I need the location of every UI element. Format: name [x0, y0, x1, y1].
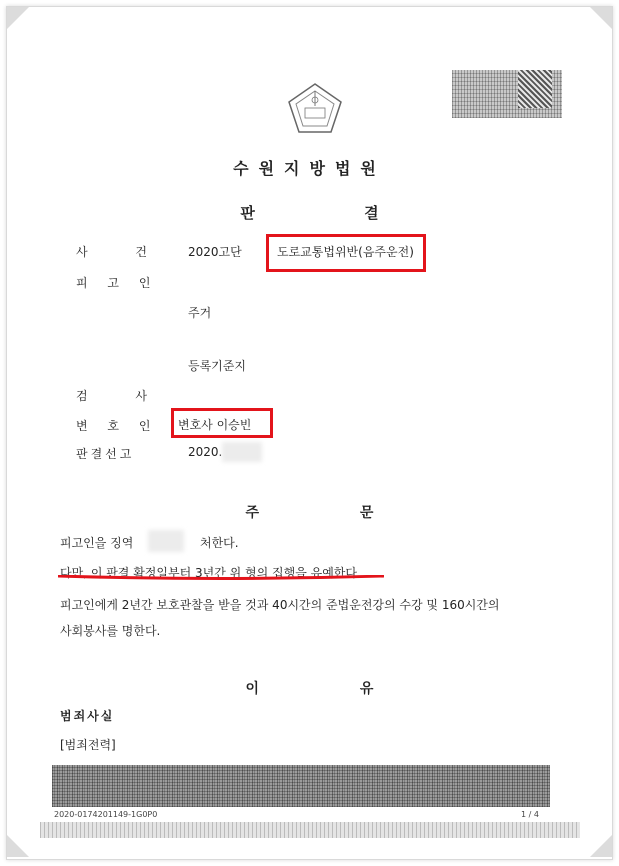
redaction-blur [222, 442, 262, 462]
page-corner-fold [590, 7, 612, 29]
document-code: 2020-0174201149-1G0P0 [54, 810, 158, 819]
highlight-box-case [266, 234, 426, 272]
reasons-heading: 이 유 [245, 681, 422, 697]
sentence-date-value: 2020. [188, 445, 223, 459]
case-name: 도로교통법위반(음주운전) [277, 245, 414, 259]
ruling-line1-end: 처한다. [200, 536, 239, 550]
qr-code-icon [518, 70, 552, 108]
ruling-heading: 주 문 [245, 505, 422, 521]
page-corner-fold [590, 835, 612, 857]
case-label: 사 건 [76, 245, 169, 259]
redacted-scan-area [52, 765, 550, 807]
defendant-label: 피 고 인 [76, 276, 159, 290]
redaction-blur [148, 530, 184, 552]
ruling-line4: 사회봉사를 명한다. [60, 624, 161, 638]
criminal-record-label: [범죄전력] [60, 738, 116, 752]
page-corner-fold [7, 835, 29, 857]
red-underline [58, 575, 384, 581]
page-corner-fold [7, 7, 29, 29]
court-name: 수원지방법원 [233, 159, 386, 178]
crime-facts-heading: 범죄사실 [60, 709, 115, 723]
page-number: 1 / 4 [521, 810, 539, 819]
ruling-line2: 다만, 이 판결 확정일부터 3년간 위 형의 집행을 유예한다. [60, 566, 361, 580]
registry-label: 등록기준지 [188, 359, 246, 373]
address-label: 주거 [188, 306, 212, 320]
lawyer-value: 변호사 이승빈 [178, 418, 252, 432]
case-number: 2020고단 [188, 245, 242, 259]
lawyer-label: 변 호 인 [76, 419, 159, 433]
court-seal-icon [287, 82, 343, 134]
sentence-date-label: 판결선고 [76, 447, 135, 461]
ruling-line1-start: 피고인을 징역 [60, 536, 134, 550]
ruling-line3: 피고인에게 2년간 보호관찰을 받을 것과 40시간의 준법운전강의 수강 및 160시간의 [60, 598, 500, 612]
scan-footer-strip [40, 822, 580, 838]
document-type: 판 결 [240, 204, 431, 222]
prosecutor-label: 검 사 [76, 389, 169, 403]
highlight-box-lawyer [171, 408, 273, 438]
